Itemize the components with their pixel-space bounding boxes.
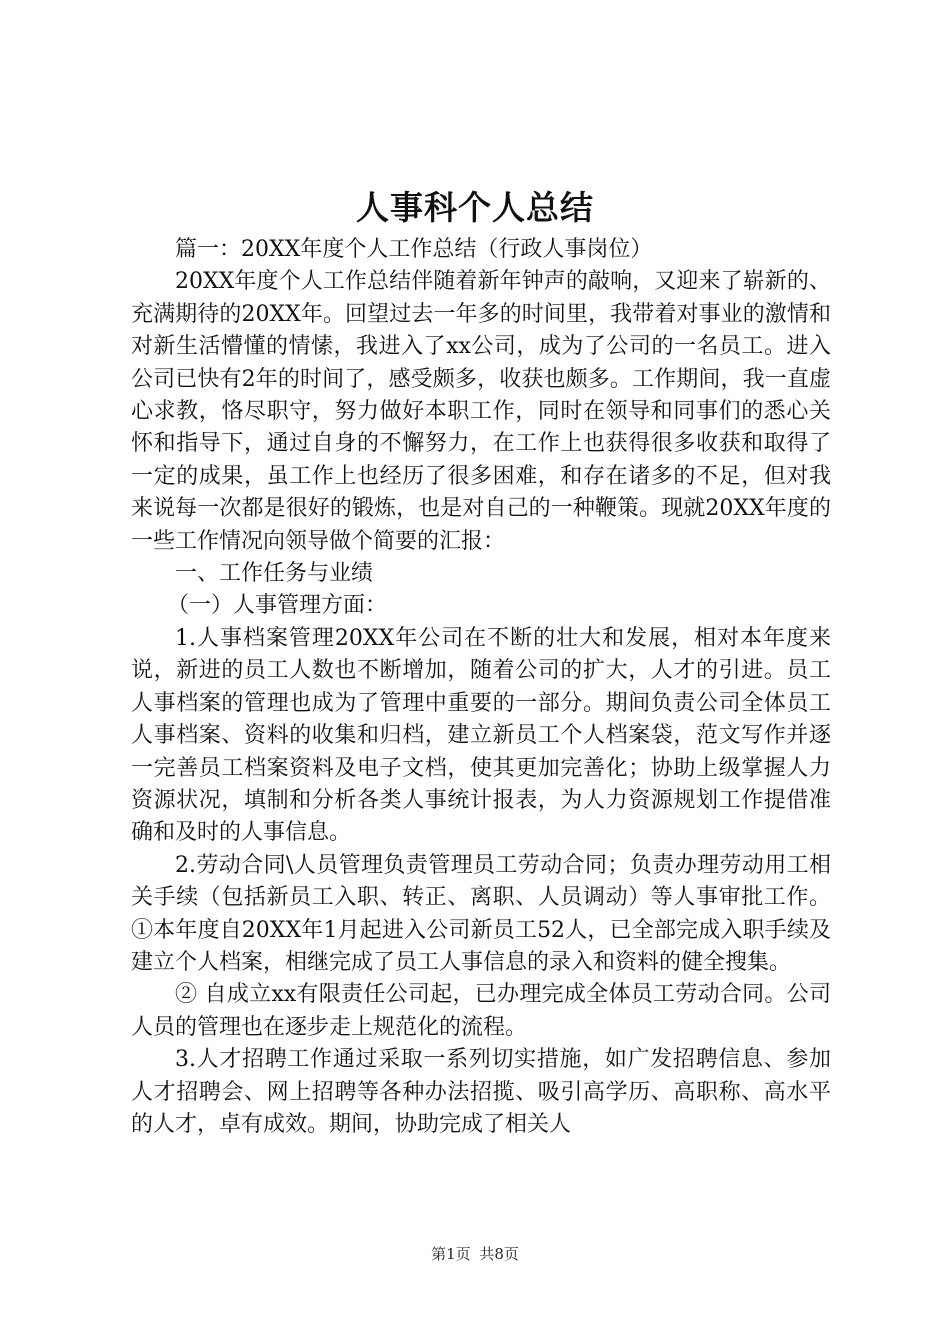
body-paragraph: 2.劳动合同\人员管理负责管理员工劳动合同；负责办理劳动用工相关手续（包括新员工入职、转正、离职、人员调动）等人事审批工作。①本年度自20XX年1月起进入公司新员工52人，已全部完成入职手续及建立个人档案，相继完成了员工人事信息的录入和资料的健全搜集。 [131, 852, 831, 975]
page-number: 第1页 [431, 1245, 471, 1263]
page-total: 共8页 [479, 1245, 519, 1263]
page-footer [0, 1244, 950, 1264]
body-paragraph: ② 自成立xx有限责任公司起，已办理完成全体员工劳动合同。公司人员的管理也在逐步走上规范化的流程。 [131, 982, 831, 1040]
body-paragraph: 1.人事档案管理20XX年公司在不断的壮大和发展，相对本年度来说，新进的员工人数也不断增加，随着公司的扩大，人才的引进。员工人事档案的管理也成为了管理中重要的一部分。期间负责公司全体员工人事档案、资料的收集和归档，建立新员工个人档案袋，范文写作并逐一完善员工档案资料及电子文档，使其更加完善化；协助上级掌握人力资源状况，填制和分析各类人事统计报表，为人力资源规划工作提借准确和及时的人事信息。 [131, 625, 831, 846]
section-heading: 一、工作任务与业绩 [175, 561, 374, 587]
body-paragraph: 20XX年度个人工作总结伴随着新年钟声的敲响，又迎来了崭新的、充满期待的20XX年。回望过去一年多的时间里，我带着对事业的激情和对新生活懵懂的情愫，我进入了xx公司，成为了公司的一名员工。进入公司已快有2年的时间了，感受颇多，收获也颇多。工作期间，我一直虚心求教，恪尽职守，努力做好本职工作，同时在领导和同事们的悉心关怀和指导下，通过自身的不懈努力，在工作上也获得很多收获和取得了一定的成果，虽工作上也经历了很多困难，和存在诸多的不足，但对我来说每一次都是很好的锻炼，也是对自己的一种鞭策。现就20XX年度的一些工作情况向领导做个简要的汇报： [131, 269, 831, 554]
document-body [131, 234, 831, 1141]
subsection-heading: （一）人事管理方面： [167, 593, 388, 619]
document-title: 人事科个人总结 [356, 188, 594, 227]
section-heading: 篇一：20XX年度个人工作总结（行政人事岗位） [175, 237, 653, 262]
body-paragraph: 3.人才招聘工作通过采取一系列切实措施，如广发招聘信息、参加人才招聘会、网上招聘等各种办法招揽、吸引高学历、高职称、高水平的人才，卓有成效。期间，协助完成了相关人 [131, 1047, 831, 1137]
